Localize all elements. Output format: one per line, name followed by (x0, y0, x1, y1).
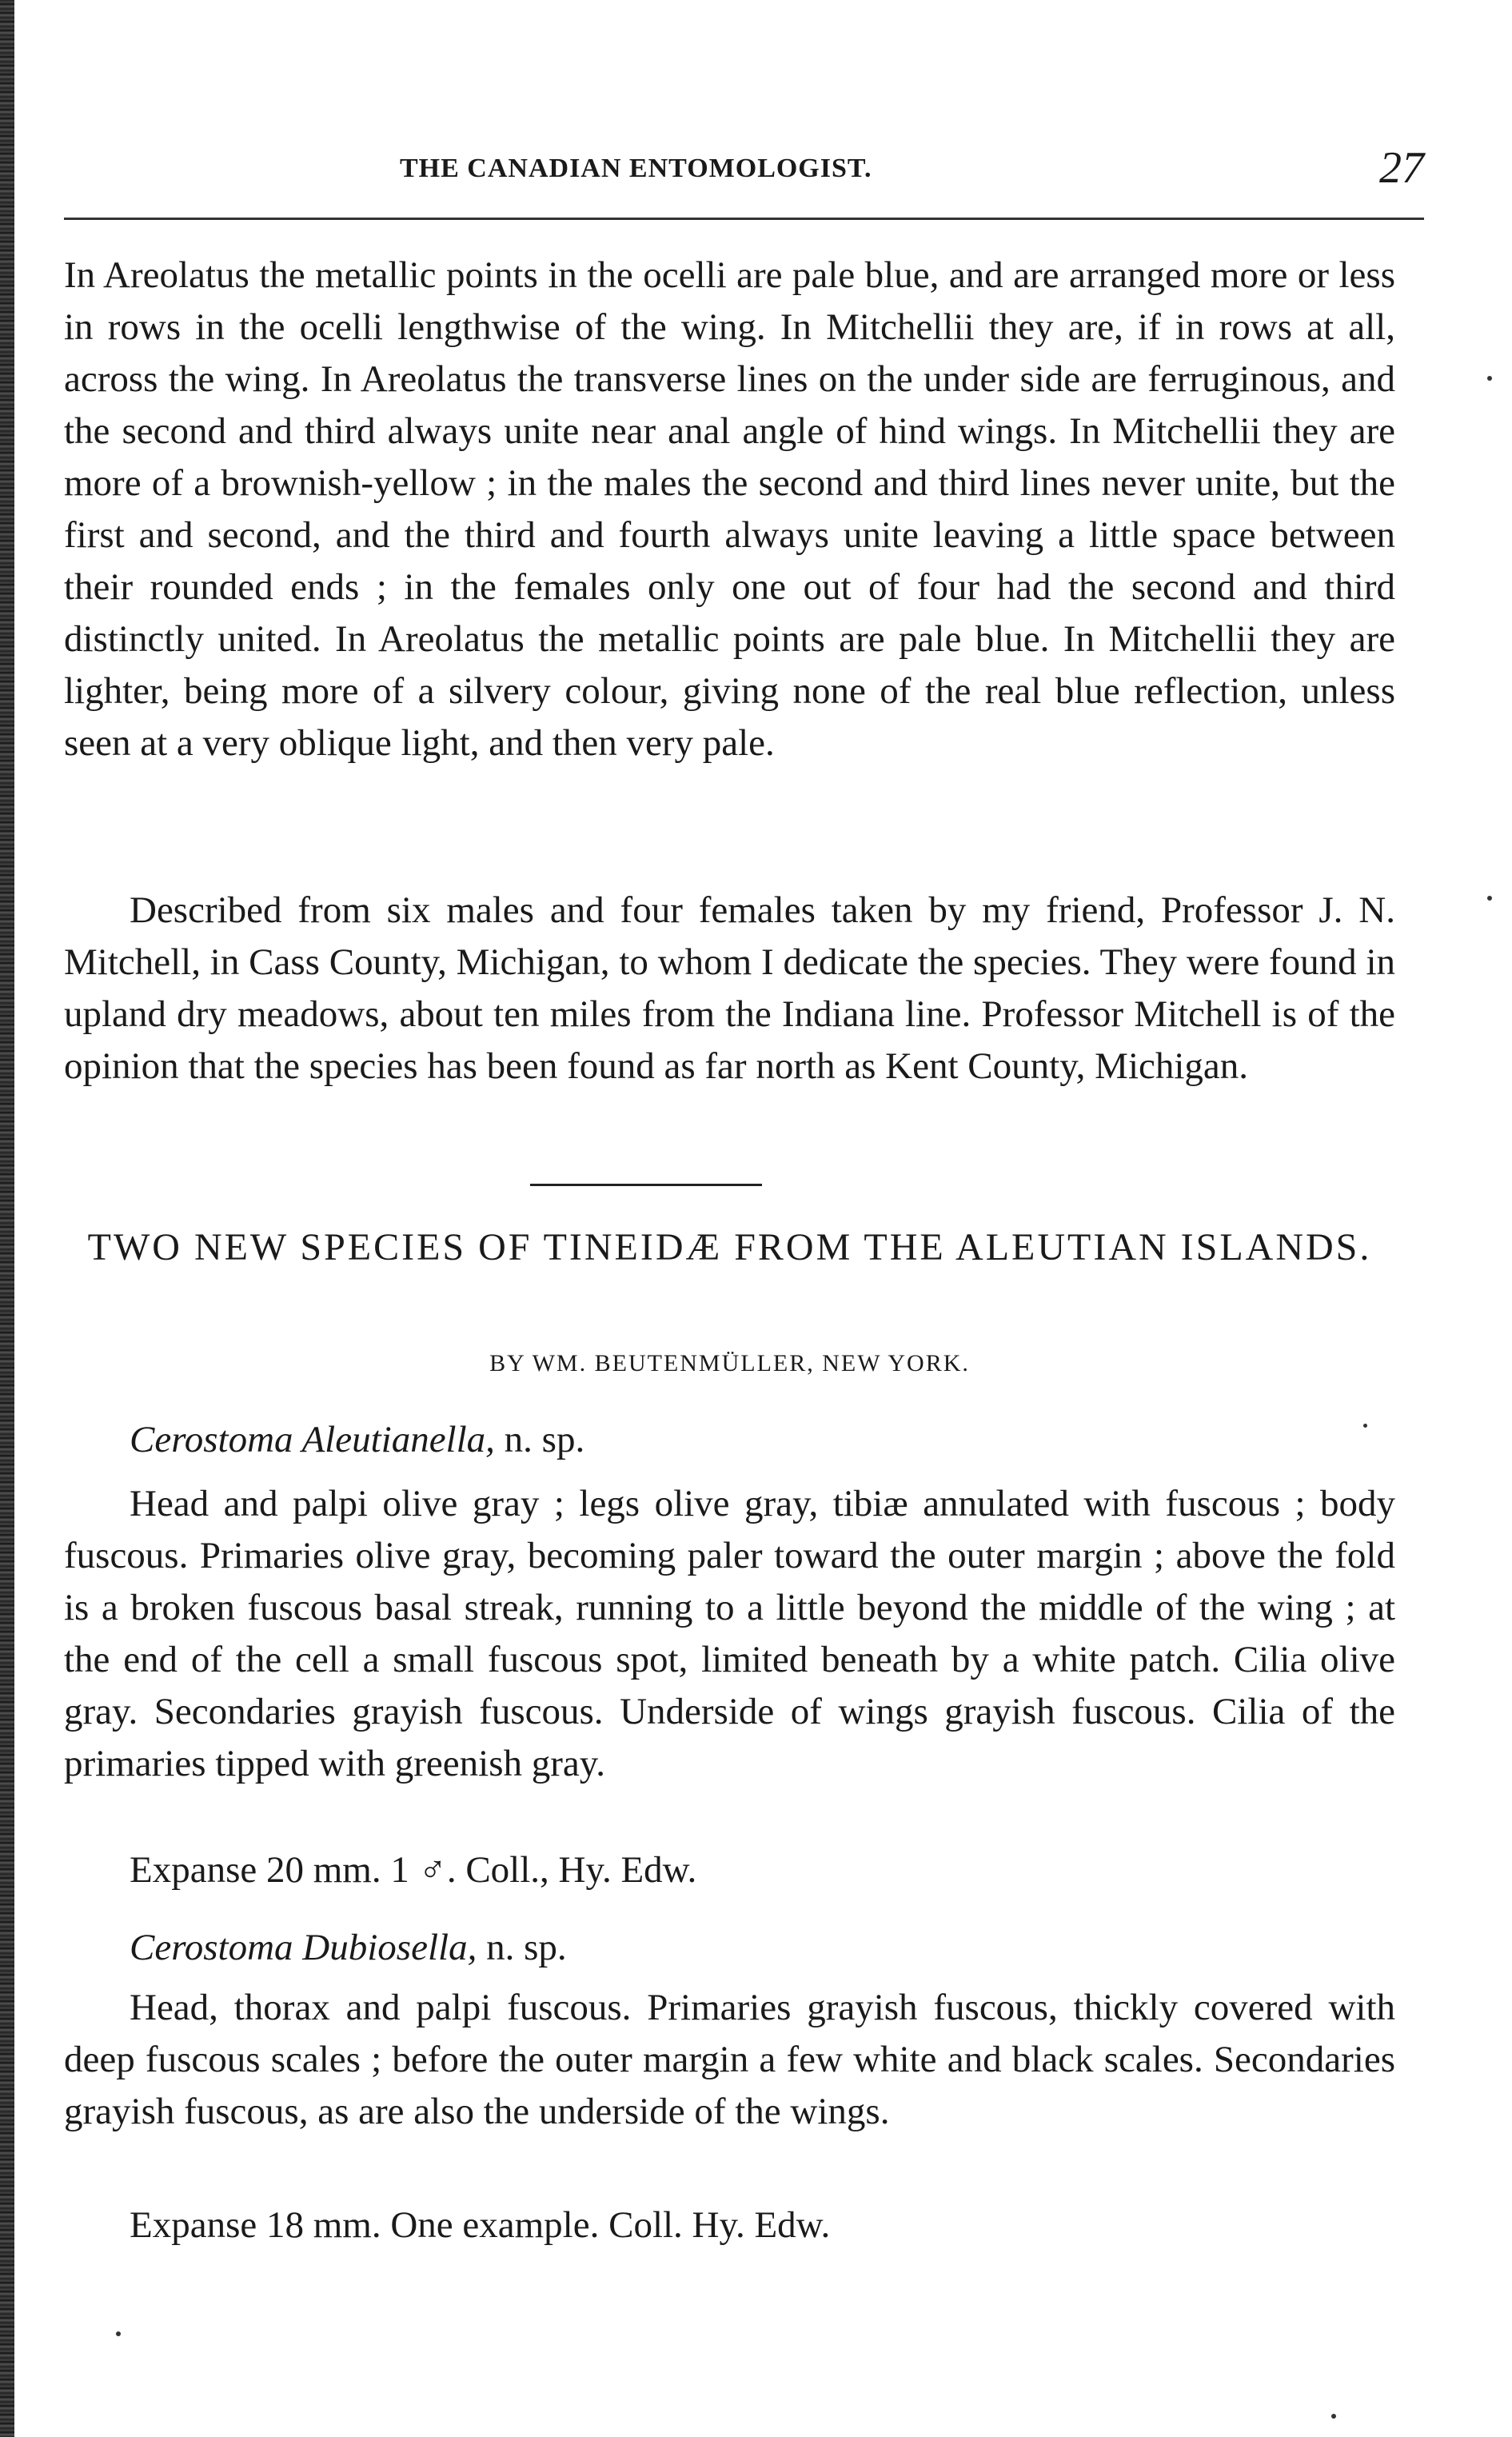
species-heading-dubiosella (130, 1924, 567, 1972)
print-speck (1363, 1424, 1367, 1428)
species-description-aleutianella (64, 1478, 1395, 1790)
running-header (64, 142, 1424, 198)
paragraph-text: Head and palpi olive gray ; legs olive gray, tibiæ annulated with fuscous ; body fuscous. Primaries olive gray, becoming paler toward the outer margin ; above the fold is a broken fuscous basal streak, running to a little beyond the middle of the wing ; at the end of the cell a small fuscous spot, limited beneath by a white patch. Cilia olive gray. Secondaries grayish fuscous. Underside of wings grayish fuscous. Cilia of the primaries tipped with greenish gray. (64, 1483, 1395, 1784)
article-byline: BY WM. BEUTENMÜLLER, NEW YORK. (489, 1350, 970, 1376)
page-number: 27 (1379, 143, 1424, 193)
species-suffix: n. sp. (477, 1927, 567, 1968)
species-suffix: n. sp. (494, 1419, 585, 1460)
paragraph-text: Head, thorax and palpi fuscous. Primaries grayish fuscous, thickly covered with deep fuscous scales ; before the outer margin a few white and black scales. Secondaries grayish fuscous, as are also the underside of the wings. (64, 1987, 1395, 2132)
species-name: Cerostoma Dubiosella, (130, 1927, 477, 1968)
species-expanse-aleutianella: Expanse 20 mm. 1 ♂. Coll., Hy. Edw. (130, 1849, 697, 1891)
running-title: THE CANADIAN ENTOMOLOGIST. (400, 154, 872, 183)
print-speck (1331, 2414, 1336, 2419)
paragraph-areolatus-comparison (64, 250, 1395, 769)
paragraph-text: In Areolatus the metallic points in the ocelli are pale blue, and are arranged more or less in rows in the ocelli lengthwise of the wing. In Mitchellii they are, if in rows at all, across the wing. In Areolatus the transverse lines on the under side are ferruginous, and the second and third always unite near anal angle of hind wings. In Mitchellii they are more of a brownish-yellow ; in the males the second and third lines never unite, but the first and second, and the third and fourth always unite leaving a little space between their rounded ends ; in the females only one out of four had the second and third distinctly united. In Areolatus the metallic points are pale blue. In Mitchellii they are lighter, being more of a silvery colour, giving none of the real blue reflection, unless seen at a very oblique light, and then very pale. (64, 254, 1395, 764)
species-heading-aleutianella (130, 1416, 584, 1464)
paragraph-text: Described from six males and four females taken by my friend, Professor J. N. Mitchell, in Cass County, Michigan, to whom I dedicate the species. They were found in upland dry meadows, about ten miles from the Indiana line. Professor Mitchell is of the opinion that the species has been found as far north as Kent County, Michigan. (64, 889, 1395, 1087)
species-name: Cerostoma Aleutianella, (130, 1419, 495, 1460)
print-speck (1487, 896, 1492, 901)
article-title: TWO NEW SPECIES OF TINEIDÆ FROM THE ALEUTIAN ISLANDS. (87, 1226, 1372, 1268)
section-divider (530, 1184, 762, 1186)
species-expanse-dubiosella: Expanse 18 mm. One example. Coll. Hy. Edw. (130, 2204, 831, 2246)
header-rule (64, 218, 1424, 220)
print-speck (116, 2331, 121, 2336)
species-description-dubiosella (64, 1982, 1395, 2138)
paragraph-description-source (64, 885, 1395, 1093)
page-binding-edge (0, 0, 14, 2437)
print-speck (1487, 376, 1492, 381)
